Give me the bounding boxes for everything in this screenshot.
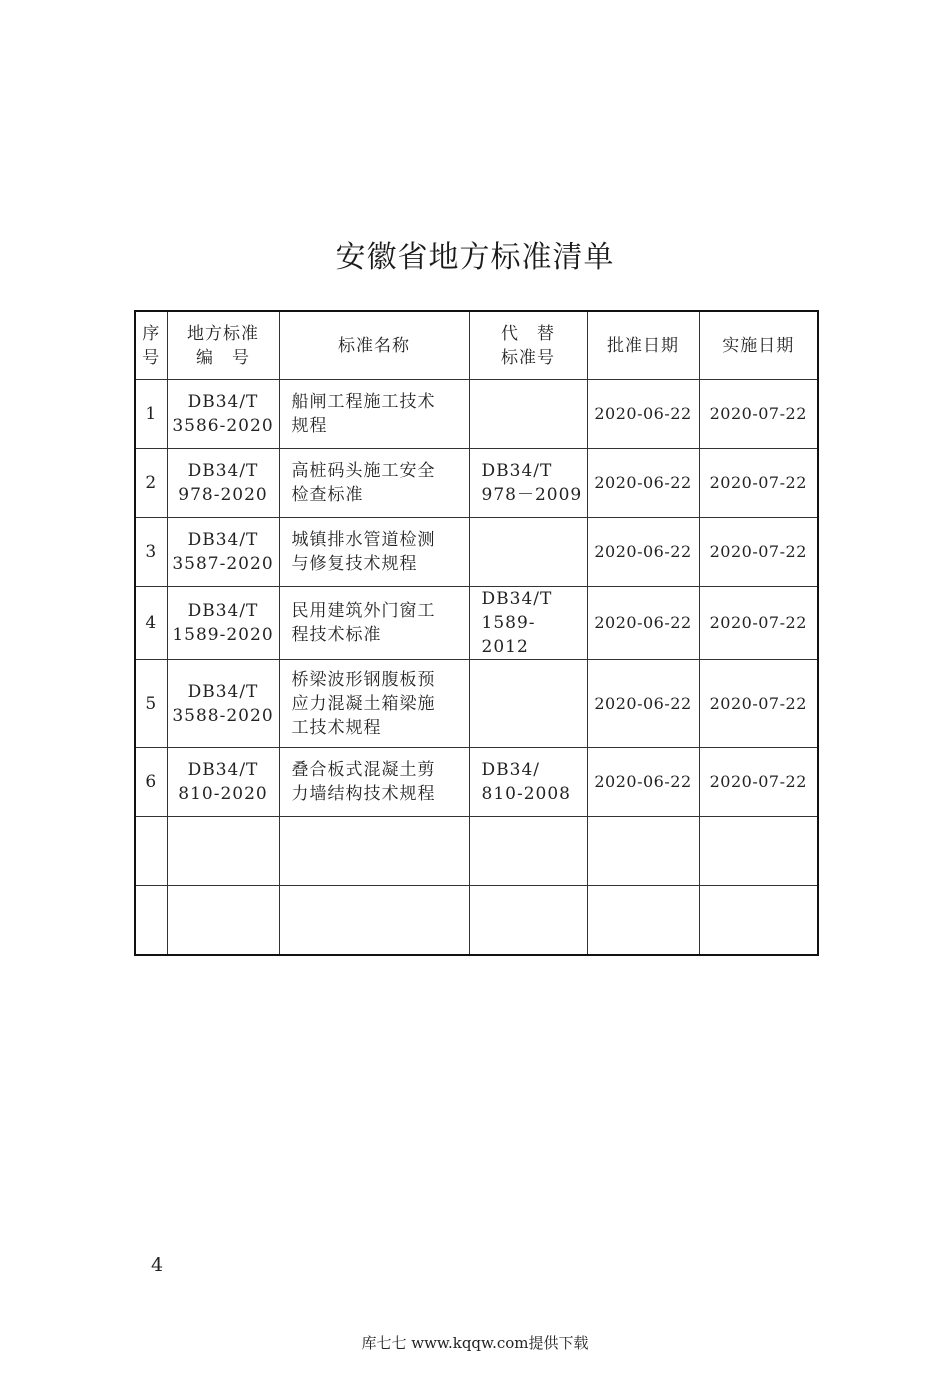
standards-table: [134, 310, 819, 956]
implement-date-cell: 2020-07-22: [699, 660, 818, 748]
code-cell: DB34/T 1589-2020: [167, 587, 279, 660]
table-row: [135, 380, 818, 449]
empty-cell: [587, 817, 699, 886]
code-cell: DB34/T 3586-2020: [167, 380, 279, 449]
table-row: [135, 587, 818, 660]
approve-date-cell: 2020-06-22: [587, 660, 699, 748]
name-cell: 高桩码头施工安全 检查标准: [279, 449, 469, 518]
empty-cell: [587, 886, 699, 955]
implement-date-cell: 2020-07-22: [699, 587, 818, 660]
name-cell: 桥梁波形钢腹板预 应力混凝土箱梁施 工技术规程: [279, 660, 469, 748]
empty-cell: [167, 886, 279, 955]
page-title: 安徽省地方标准清单: [335, 240, 615, 275]
code-cell: DB34/T 3588-2020: [167, 660, 279, 748]
table-header-row: [135, 311, 818, 380]
empty-cell: [469, 886, 587, 955]
replace-cell: [469, 518, 587, 587]
code-cell: DB34/T 3587-2020: [167, 518, 279, 587]
download-footer: 库七七 www.kqqw.com提供下载: [361, 1334, 589, 1352]
implement-date-cell: 2020-07-22: [699, 449, 818, 518]
approve-date-cell: 2020-06-22: [587, 518, 699, 587]
replace-cell: DB34/ 810-2008: [469, 748, 587, 817]
empty-cell: [279, 817, 469, 886]
page-number: 4: [151, 1254, 164, 1276]
replace-cell: [469, 660, 587, 748]
implement-date-cell: 2020-07-22: [699, 518, 818, 587]
approve-date-cell: 2020-06-22: [587, 748, 699, 817]
header-code: 地方标准 编 号: [167, 311, 279, 380]
seq-cell: 6: [135, 748, 167, 817]
replace-cell: DB34/T 1589-2012: [469, 587, 587, 660]
seq-cell: 5: [135, 660, 167, 748]
name-cell: 城镇排水管道检测 与修复技术规程: [279, 518, 469, 587]
implement-date-cell: 2020-07-22: [699, 380, 818, 449]
replace-cell: [469, 380, 587, 449]
header-replace: 代 替 标准号: [469, 311, 587, 380]
code-cell: DB34/T 810-2020: [167, 748, 279, 817]
empty-cell: [699, 817, 818, 886]
table-row: [135, 660, 818, 748]
replace-cell: DB34/T 978－2009: [469, 449, 587, 518]
seq-cell: 1: [135, 380, 167, 449]
name-cell: 船闸工程施工技术 规程: [279, 380, 469, 449]
seq-cell: 3: [135, 518, 167, 587]
approve-date-cell: 2020-06-22: [587, 587, 699, 660]
empty-cell: [699, 886, 818, 955]
approve-date-cell: 2020-06-22: [587, 380, 699, 449]
name-cell: 民用建筑外门窗工 程技术标准: [279, 587, 469, 660]
table-row: [135, 449, 818, 518]
empty-cell: [469, 817, 587, 886]
empty-cell: [279, 886, 469, 955]
seq-cell: 2: [135, 449, 167, 518]
empty-cell: [167, 817, 279, 886]
approve-date-cell: 2020-06-22: [587, 449, 699, 518]
header-implement-date: 实施日期: [699, 311, 818, 380]
seq-cell: 4: [135, 587, 167, 660]
header-approve-date: 批准日期: [587, 311, 699, 380]
empty-row: [135, 886, 818, 955]
table-row: [135, 748, 818, 817]
empty-row: [135, 817, 818, 886]
header-seq: 序 号: [135, 311, 167, 380]
name-cell: 叠合板式混凝土剪 力墙结构技术规程: [279, 748, 469, 817]
empty-cell: [135, 886, 167, 955]
table-row: [135, 518, 818, 587]
empty-cell: [135, 817, 167, 886]
code-cell: DB34/T 978-2020: [167, 449, 279, 518]
header-name: 标准名称: [279, 311, 469, 380]
implement-date-cell: 2020-07-22: [699, 748, 818, 817]
